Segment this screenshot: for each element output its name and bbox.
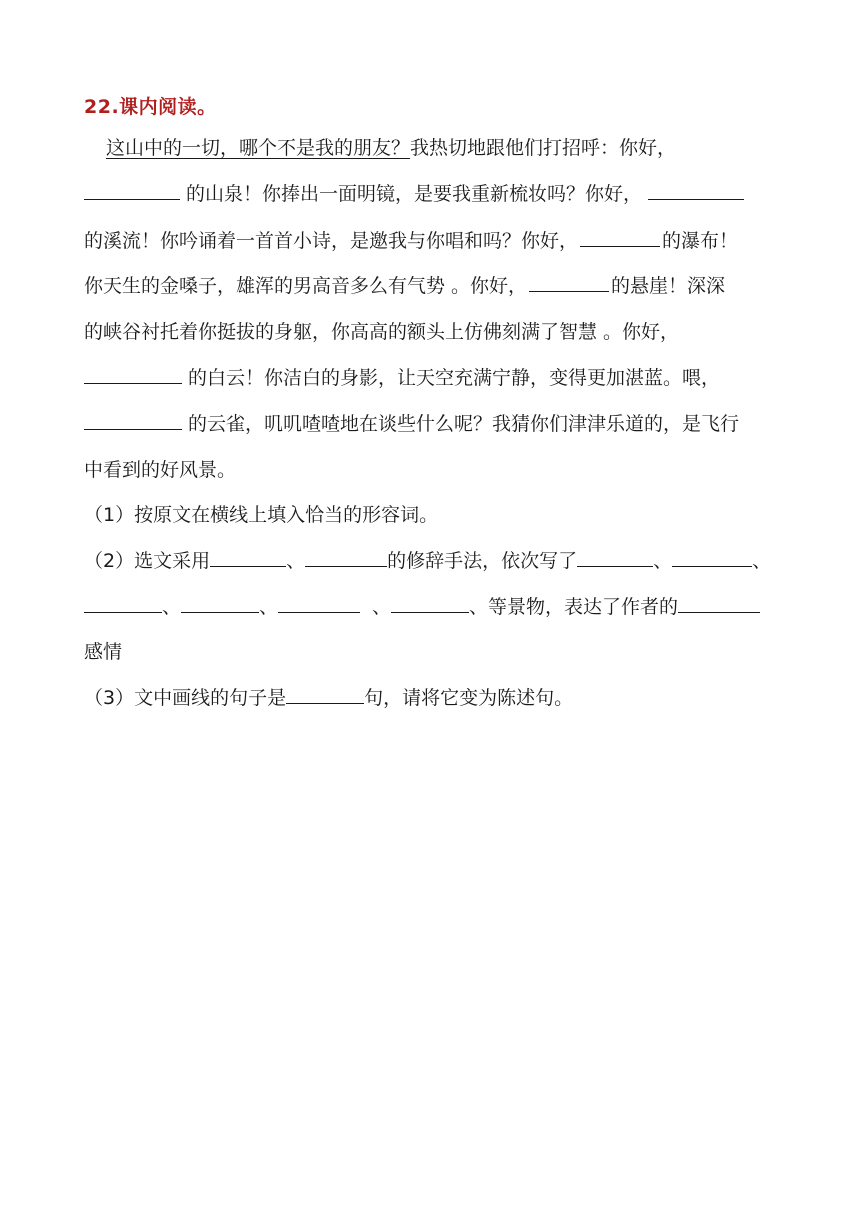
answer-blank[interactable] — [648, 198, 744, 200]
answer-blank[interactable] — [278, 611, 360, 613]
passage-text: 的溪流！你吟诵着一首首小诗，是邀我与你唱和吗？你好， — [84, 230, 579, 252]
answer-blank[interactable] — [210, 565, 286, 567]
passage-text: 的白云！你洁白的身影，让天空充满宁静，变得更加湛蓝。喂， — [188, 367, 721, 389]
passage-text: 的山泉！你捧出一面明镜，是要我重新梳妆吗？你好， — [186, 183, 643, 205]
passage-text: 中看到的好风景。 — [84, 459, 237, 481]
passage-text: 你天生的金嗓子，雄浑的男高音多么有气势 。你好， — [84, 275, 528, 297]
answer-blank[interactable] — [84, 382, 182, 384]
answer-blank[interactable] — [305, 565, 387, 567]
question-3-text: （3）文中画线的句子是 — [84, 687, 287, 709]
question-1 — [84, 506, 438, 525]
separator: 、 — [162, 596, 182, 618]
passage-line-7 — [84, 415, 739, 434]
question-title: 22.课内阅读。 — [84, 96, 217, 118]
answer-blank[interactable] — [84, 428, 182, 430]
passage-text: 我热切地跟他们打招呼：你好， — [410, 137, 677, 159]
answer-blank[interactable] — [181, 611, 259, 613]
passage-text: 的峡谷衬托着你挺拔的身躯，你高高的额头上仿佛刻满了智慧 。你好， — [84, 321, 680, 343]
answer-blank[interactable] — [678, 611, 760, 613]
question-3-text: 句，请将它变为陈述句。 — [364, 687, 574, 709]
question-2-text: 、等景物，表达了作者的 — [469, 596, 679, 618]
passage-line-3 — [84, 232, 738, 251]
answer-blank[interactable] — [286, 702, 364, 704]
separator: 、 — [259, 596, 279, 618]
passage-text: 的云雀，叽叽喳喳地在谈些什么呢？我猜你们津津乐道的，是飞行 — [188, 413, 740, 435]
passage-line-2 — [84, 185, 750, 204]
question-2-text: 的修辞手法，依次写了 — [387, 550, 578, 572]
answer-blank[interactable] — [391, 611, 469, 613]
passage-line-6 — [84, 369, 720, 388]
question-2-line-3 — [84, 643, 122, 662]
answer-blank[interactable] — [84, 611, 162, 613]
question-2-line-2 — [84, 598, 760, 617]
question-2-text: （2）选文采用 — [84, 550, 211, 572]
passage-line-1 — [106, 139, 676, 158]
question-2-line-1 — [84, 552, 771, 571]
passage-line-4 — [84, 277, 725, 296]
answer-blank[interactable] — [580, 245, 660, 247]
passage-line-5 — [84, 323, 679, 342]
passage-line-8 — [84, 461, 236, 480]
separator: 、 — [286, 550, 306, 572]
underlined-sentence: 这山中的一切，哪个不是我的朋友？ — [106, 137, 411, 159]
separator: 、 — [372, 596, 392, 618]
answer-blank[interactable] — [577, 565, 653, 567]
question-2-text: 感情 — [84, 641, 123, 663]
answer-blank[interactable] — [672, 565, 752, 567]
passage-text: 的瀑布！ — [662, 230, 739, 252]
separator: 、 — [653, 550, 673, 572]
answer-blank[interactable] — [84, 198, 180, 200]
question-3 — [84, 689, 573, 708]
answer-blank[interactable] — [529, 290, 609, 292]
question-1-text: （1）按原文在横线上填入恰当的形容词。 — [84, 504, 439, 526]
passage-text: 的悬崖！深深 — [611, 275, 726, 297]
separator: 、 — [752, 550, 772, 572]
